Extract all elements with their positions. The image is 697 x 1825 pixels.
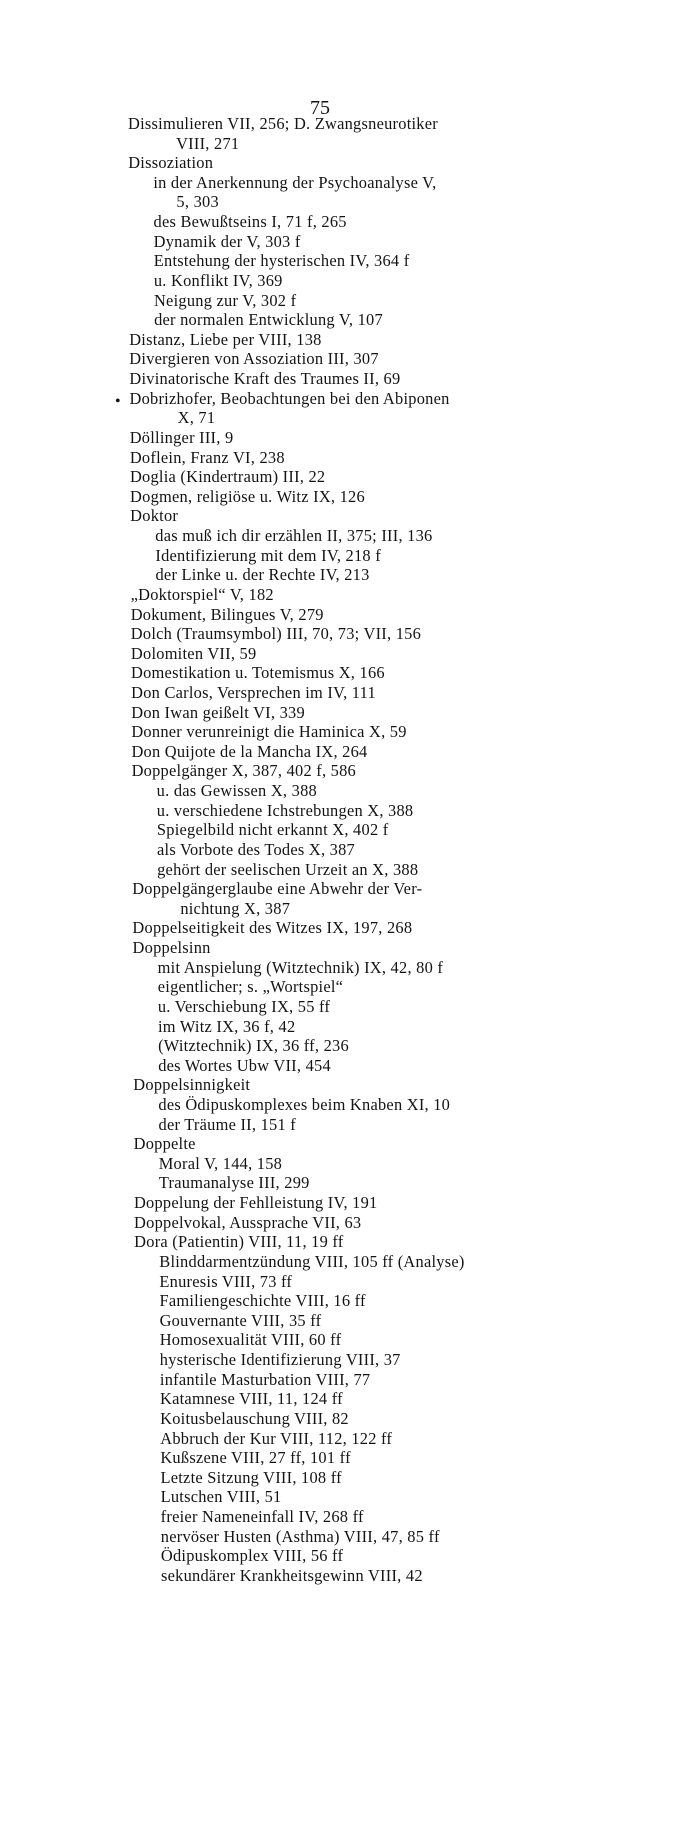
index-headword: Dissoziation	[128, 153, 214, 173]
index-subentry: hysterische Identifizierung VIII, 37	[159, 1350, 401, 1370]
index-subentry: Dynamik der V, 303 f	[153, 231, 301, 251]
index-subentry: als Vorbote des Todes X, 387	[157, 839, 355, 859]
index-subentry: Enuresis VIII, 73 ff	[159, 1271, 293, 1291]
index-subentry: Blinddarmentzündung VIII, 105 ff (Analyse)	[159, 1251, 465, 1271]
index-headword: Doppelvokal, Aussprache VII, 63	[134, 1212, 362, 1232]
index-continuation: nichtung X, 387	[180, 898, 291, 918]
index-headword: Divinatorische Kraft des Traumes II, 69	[129, 369, 401, 389]
index-subentry: u. Konflikt IV, 369	[153, 270, 283, 290]
index-subentry: gehört der seelischen Urzeit an X, 388	[157, 859, 419, 879]
index-headword: Dora (Patientin) VIII, 11, 19 ff	[134, 1232, 344, 1252]
index-headword: „Doktorspiel“ V, 182	[130, 584, 274, 604]
index-subentry: Lutschen VIII, 51	[160, 1487, 282, 1507]
index-subentry: Neigung zur V, 302 f	[153, 290, 297, 310]
index-headword: Don Carlos, Versprechen im IV, 111	[131, 682, 376, 702]
index-headword: Dogmen, religiöse u. Witz IX, 126	[130, 486, 365, 506]
index-headword: Don Quijote de la Mancha IX, 264	[131, 741, 368, 761]
index-subentry: des Wortes Ubw VII, 454	[158, 1055, 331, 1075]
index-subentry: (Witztechnik) IX, 36 ff, 236	[158, 1036, 349, 1056]
index-subentry: Kußszene VIII, 27 ff, 101 ff	[160, 1448, 351, 1468]
index-subentry: freier Nameneinfall IV, 268 ff	[160, 1507, 364, 1527]
index-headword: Dolch (Traumsymbol) III, 70, 73; VII, 156	[130, 624, 422, 644]
index-subentry: in der Anerkennung der Psychoanalyse V,	[153, 172, 437, 192]
index-headword: Dolomiten VII, 59	[130, 643, 257, 663]
index-subentry: Letzte Sitzung VIII, 108 ff	[160, 1467, 342, 1487]
index-headword: Doppelung der Fehlleistung IV, 191	[133, 1193, 378, 1213]
index-subentry: das muß ich dir erzählen II, 375; III, 136	[155, 526, 433, 546]
index-subentry: des Bewußtseins I, 71 f, 265	[153, 212, 347, 232]
index-subentry: Katamnese VIII, 11, 124 ff	[160, 1389, 343, 1409]
index-continuation: X, 71	[177, 408, 216, 428]
index-subentry: im Witz IX, 36 f, 42	[157, 1016, 296, 1036]
index-headword: Doppelsinnigkeit	[133, 1075, 251, 1095]
margin-bullet: •	[115, 393, 121, 410]
index-subentry: Homosexualität VIII, 60 ff	[159, 1330, 342, 1350]
index-headword: Doppelgängerglaube eine Abwehr der Ver-	[132, 879, 423, 899]
index-subentry: Koitusbelauschung VIII, 82	[160, 1408, 349, 1428]
index-headword: Doppelte	[133, 1134, 196, 1154]
index-subentry: Identifizierung mit dem IV, 218 f	[155, 545, 381, 565]
index-subentry: der Träume II, 151 f	[158, 1114, 296, 1134]
index-subentry: Abbruch der Kur VIII, 112, 122 ff	[160, 1428, 393, 1448]
index-subentry: sekundärer Krankheitsgewinn VIII, 42	[161, 1565, 423, 1585]
index-headword: Doppelsinn	[132, 938, 211, 958]
page-number: 75	[310, 97, 330, 119]
index-subentry: Ödipuskomplex VIII, 56 ff	[160, 1546, 344, 1566]
index-subentry: mit Anspielung (Witztechnik) IX, 42, 80 f	[157, 957, 444, 977]
index-headword: Distanz, Liebe per VIII, 138	[129, 329, 322, 349]
index-subentry: Moral V, 144, 158	[158, 1153, 283, 1173]
index-subentry: des Ödipuskomplexes beim Knaben XI, 10	[158, 1095, 451, 1114]
index-subentry: der normalen Entwicklung V, 107	[154, 310, 383, 330]
index-subentry: u. das Gewissen X, 388	[156, 781, 317, 801]
index-subentry: Entstehung der hysterischen IV, 364 f	[153, 251, 410, 271]
index-subentry: eigentlicher; s. „Wortspiel“	[157, 977, 344, 997]
index-headword: Dobrizhofer, Beobachtungen bei den Abiponen	[129, 388, 450, 408]
index-subentry: infantile Masturbation VIII, 77	[159, 1369, 371, 1389]
index-headword: Dissimulieren VII, 256; D. Zwangsneurotiker	[128, 114, 438, 133]
index-subentry: u. verschiedene Ichstrebungen X, 388	[156, 800, 414, 820]
index-subentry: der Linke u. der Rechte IV, 213	[155, 565, 370, 585]
index-subentry: Gouvernante VIII, 35 ff	[159, 1310, 322, 1330]
index-subentry: Spiegelbild nicht erkannt X, 402 f	[156, 820, 389, 840]
index-headword: Doflein, Franz VI, 238	[129, 447, 285, 467]
index-headword: Doktor	[130, 506, 179, 526]
index-headword: Doglia (Kindertraum) III, 22	[129, 467, 326, 487]
index-continuation: VIII, 271	[176, 133, 240, 153]
index-continuation: 5, 303	[176, 192, 219, 212]
index-headword: Doppelseitigkeit des Witzes IX, 197, 268	[132, 918, 413, 938]
index-headword: Doppelgänger X, 387, 402 f, 586	[131, 761, 356, 781]
index-subentry: Familiengeschichte VIII, 16 ff	[159, 1291, 366, 1311]
index-headword: Domestikation u. Totemismus X, 166	[131, 663, 385, 683]
index-headword: Divergieren von Assoziation III, 307	[129, 349, 379, 369]
index-subentry: Traumanalyse III, 299	[158, 1173, 310, 1193]
index-headword: Döllinger III, 9	[129, 427, 234, 447]
index-headword: Dokument, Bilingues V, 279	[130, 604, 324, 624]
index-headword: Don Iwan geißelt VI, 339	[131, 702, 305, 722]
index-subentry: nervöser Husten (Asthma) VIII, 47, 85 ff	[160, 1526, 440, 1546]
index-subentry: u. Verschiebung IX, 55 ff	[157, 996, 331, 1016]
index-headword: Donner verunreinigt die Haminica X, 59	[131, 722, 407, 742]
